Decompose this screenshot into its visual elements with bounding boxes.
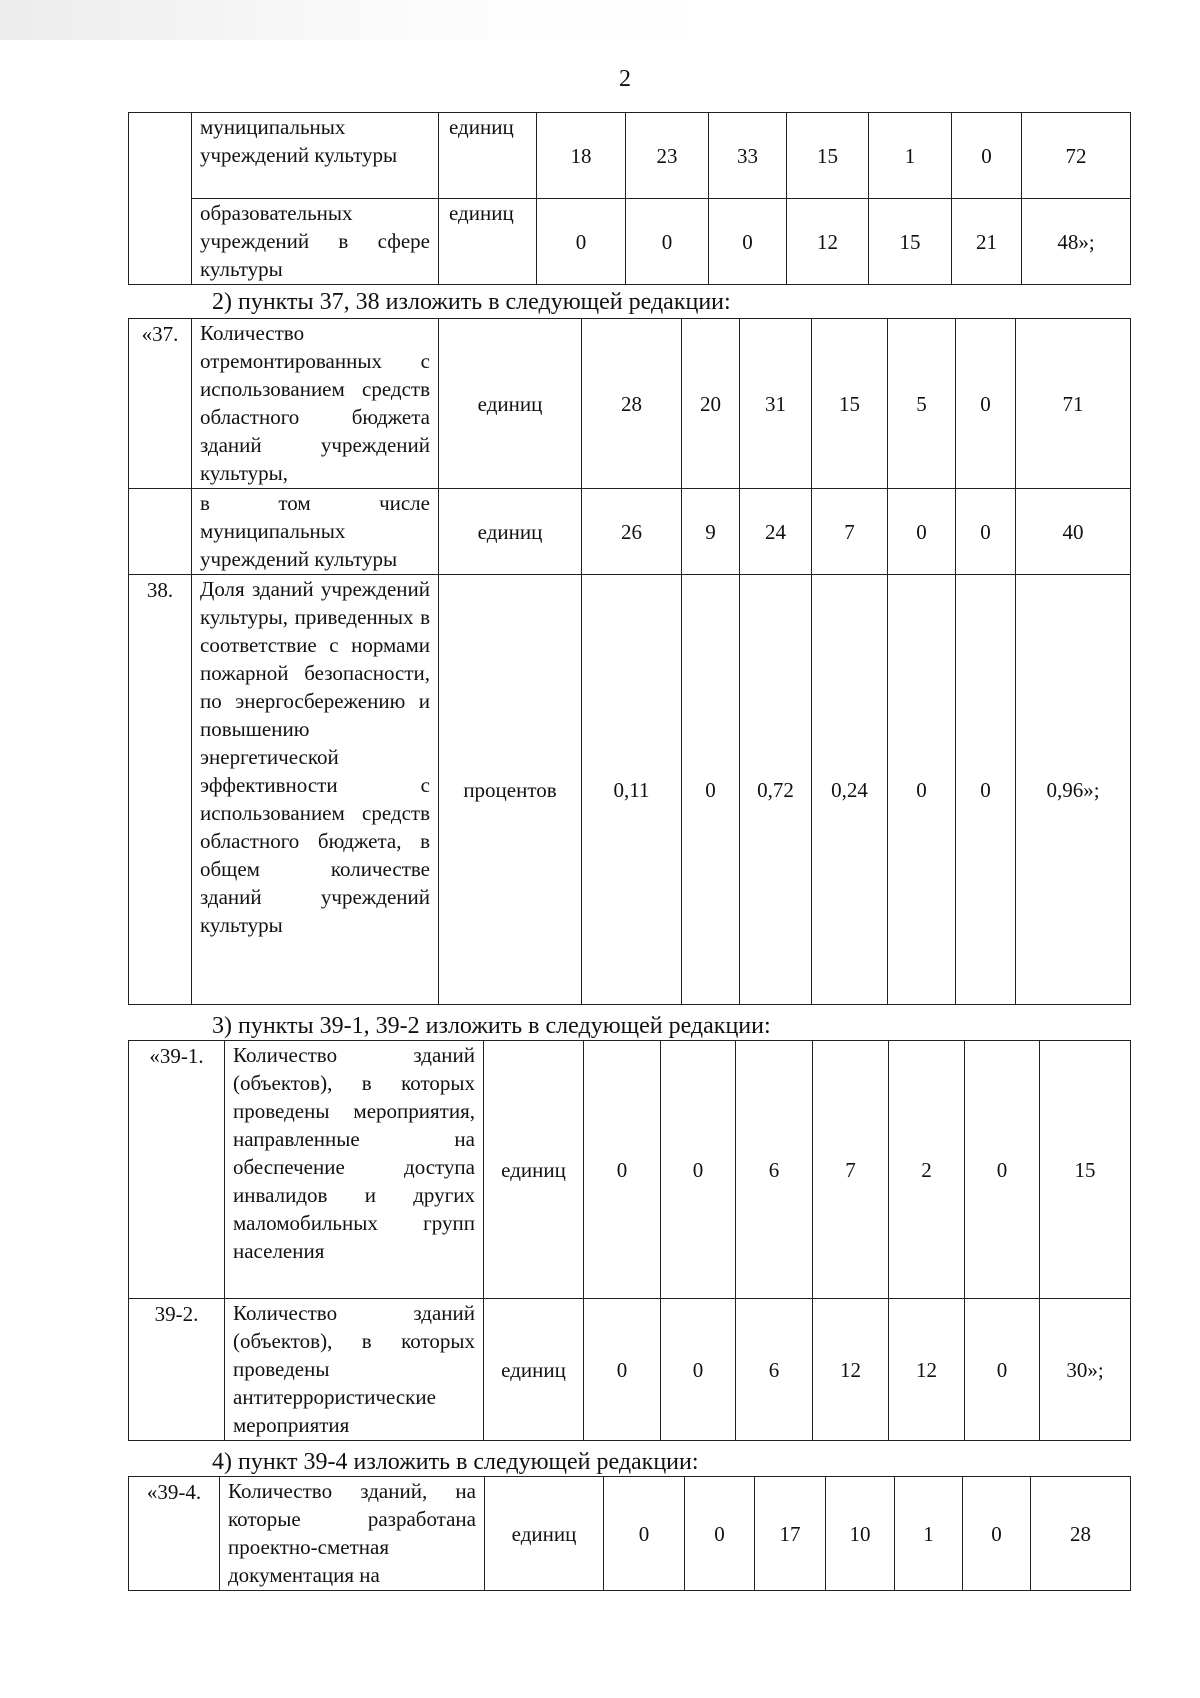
value-cell: 28	[1031, 1477, 1131, 1591]
value-cell: 0	[952, 113, 1022, 199]
value-cell: 0,24	[812, 575, 888, 1005]
table-row	[129, 319, 1131, 489]
value-cell: 0	[956, 489, 1016, 575]
section-heading-4: 4) пункт 39-4 изложить в следующей редакции:	[212, 1449, 699, 1475]
row-unit: единиц	[439, 489, 582, 575]
value-cell: 6	[736, 1299, 813, 1441]
row-number: «39-4.	[129, 1477, 220, 1591]
row-unit: единиц	[439, 199, 537, 285]
value-cell: 71	[1016, 319, 1131, 489]
table-row	[129, 1477, 1131, 1591]
value-cell: 15	[1040, 1041, 1131, 1299]
row-unit: единиц	[484, 1041, 584, 1299]
value-cell: 0	[584, 1041, 661, 1299]
row-description: образовательных учреждений в сфере культуры	[192, 199, 439, 285]
row-number-cell	[129, 113, 192, 285]
value-cell: 0	[604, 1477, 685, 1591]
value-cell: 5	[888, 319, 956, 489]
value-cell: 9	[682, 489, 740, 575]
section-heading-3: 3) пункты 39-1, 39-2 изложить в следующей редакции:	[212, 1013, 771, 1039]
value-cell: 72	[1022, 113, 1131, 199]
value-cell: 1	[869, 113, 952, 199]
value-cell: 0	[685, 1477, 755, 1591]
value-cell: 0	[626, 199, 709, 285]
value-cell: 30»;	[1040, 1299, 1131, 1441]
row-description: Доля зданий учреждений культуры, приведенных в соответствие с нормами пожарной безопасности, по энергосбережению и повышению энергетической эффективности с использованием средств областного бюджета, в общем количестве зданий учреждений культуры	[192, 575, 439, 1005]
value-cell: 0	[661, 1299, 736, 1441]
value-cell: 6	[736, 1041, 813, 1299]
value-cell: 12	[787, 199, 869, 285]
value-cell: 0,96»;	[1016, 575, 1131, 1005]
table-items-39-1-39-2	[128, 1040, 1131, 1441]
value-cell: 0	[584, 1299, 661, 1441]
value-cell: 0	[965, 1299, 1040, 1441]
value-cell: 10	[826, 1477, 895, 1591]
table-item-39-4	[128, 1476, 1131, 1591]
value-cell: 18	[537, 113, 626, 199]
value-cell: 0	[709, 199, 787, 285]
value-cell: 12	[889, 1299, 965, 1441]
value-cell: 0	[956, 319, 1016, 489]
row-description: муниципальных учреждений культуры	[192, 113, 439, 199]
value-cell: 21	[952, 199, 1022, 285]
value-cell: 15	[869, 199, 952, 285]
section-heading-2: 2) пункты 37, 38 изложить в следующей редакции:	[212, 289, 731, 315]
value-cell: 26	[582, 489, 682, 575]
row-description: Количество зданий (объектов), в которых проведены мероприятия, направленные на обеспечение доступа инвалидов и других маломобильных групп населения	[225, 1041, 484, 1299]
row-unit: единиц	[485, 1477, 604, 1591]
table-items-37-38	[128, 318, 1131, 1005]
table-row	[129, 199, 1131, 285]
value-cell: 0	[963, 1477, 1031, 1591]
row-unit: единиц	[484, 1299, 584, 1441]
row-unit: единиц	[439, 113, 537, 199]
row-number: 39-2.	[129, 1299, 225, 1441]
row-number: «37.	[129, 319, 192, 489]
value-cell: 17	[755, 1477, 826, 1591]
table-row	[129, 1299, 1131, 1441]
value-cell: 31	[740, 319, 812, 489]
row-unit: процентов	[439, 575, 582, 1005]
value-cell: 28	[582, 319, 682, 489]
row-description: Количество зданий, на которые разработана проектно-сметная документация на	[220, 1477, 485, 1591]
value-cell: 7	[812, 489, 888, 575]
value-cell: 23	[626, 113, 709, 199]
value-cell: 0	[956, 575, 1016, 1005]
value-cell: 12	[813, 1299, 889, 1441]
value-cell: 1	[895, 1477, 963, 1591]
row-description: Количество зданий (объектов), в которых проведены антитеррористические мероприятия	[225, 1299, 484, 1441]
value-cell: 20	[682, 319, 740, 489]
row-number	[129, 489, 192, 575]
scan-artifact	[0, 0, 720, 40]
value-cell: 15	[812, 319, 888, 489]
value-cell: 48»;	[1022, 199, 1131, 285]
row-description: Количество отремонтированных с использованием средств областного бюджета зданий учреждений культуры,	[192, 319, 439, 489]
row-number: 38.	[129, 575, 192, 1005]
value-cell: 40	[1016, 489, 1131, 575]
row-unit: единиц	[439, 319, 582, 489]
page-number: 2	[619, 66, 631, 92]
value-cell: 0	[661, 1041, 736, 1299]
value-cell: 0	[888, 489, 956, 575]
table-row	[129, 113, 1131, 199]
table-row	[129, 489, 1131, 575]
value-cell: 15	[787, 113, 869, 199]
value-cell: 0	[537, 199, 626, 285]
value-cell: 24	[740, 489, 812, 575]
table-continuation	[128, 112, 1131, 285]
row-number: «39-1.	[129, 1041, 225, 1299]
value-cell: 33	[709, 113, 787, 199]
value-cell: 0,11	[582, 575, 682, 1005]
value-cell: 0	[682, 575, 740, 1005]
value-cell: 0	[965, 1041, 1040, 1299]
table-row	[129, 575, 1131, 1005]
value-cell: 0	[888, 575, 956, 1005]
value-cell: 7	[813, 1041, 889, 1299]
value-cell: 0,72	[740, 575, 812, 1005]
value-cell: 2	[889, 1041, 965, 1299]
row-description: в том числе муниципальных учреждений культуры	[192, 489, 439, 575]
table-row	[129, 1041, 1131, 1299]
